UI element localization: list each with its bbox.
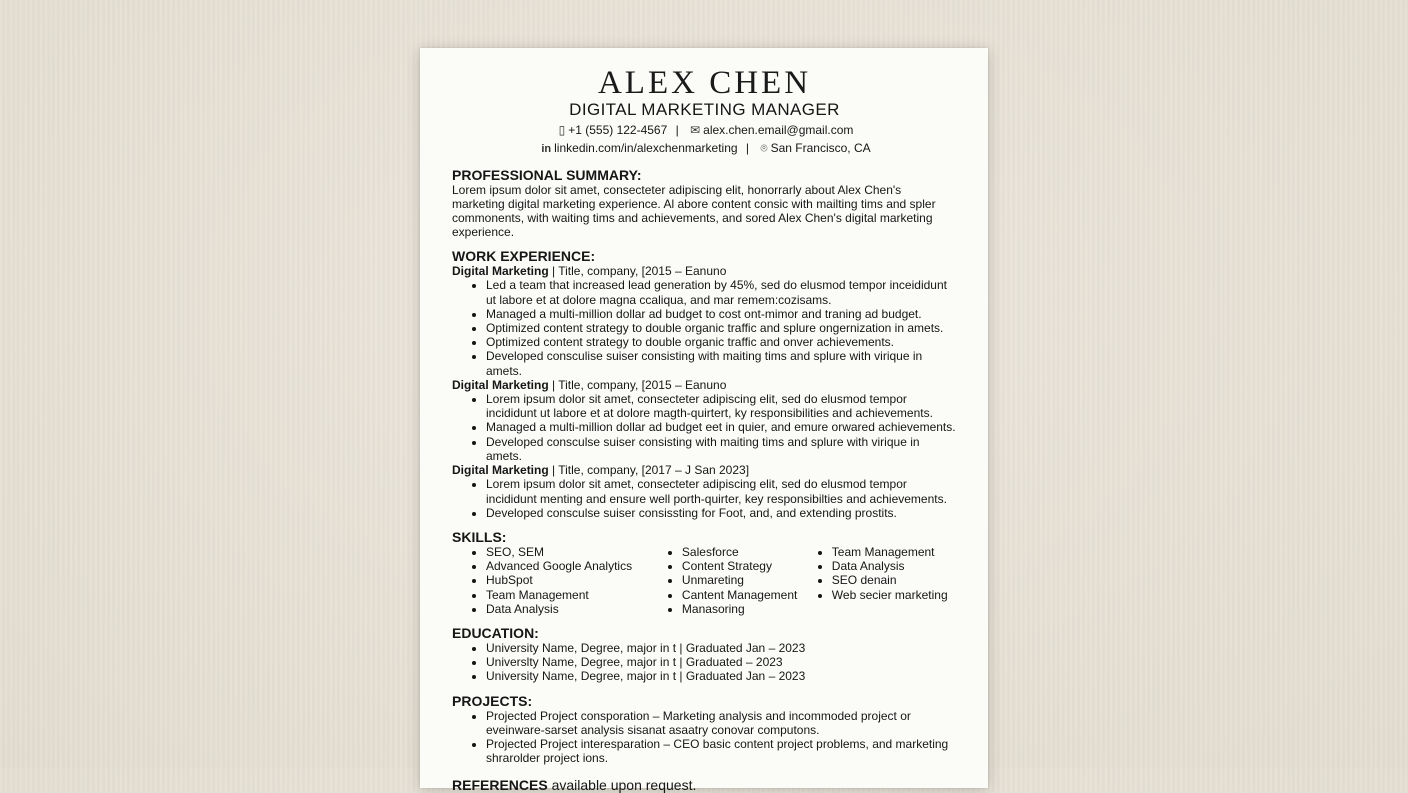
list-item: • Led a team that increased lead generation by 45%, sed do elusmod tempor inceididunt ut labore et at dolore magna ccaliqua, and mar remem:cozisams. [486, 278, 957, 306]
list-item: • Team Management [486, 588, 648, 602]
list-item: • Data Analysis [832, 559, 957, 573]
list-item: • Universlty Name, Degree, major in t | Graduated – 2023 [486, 655, 957, 669]
job-details: | Title, company, [2015 – Eanuno [548, 264, 727, 278]
list-item: • University Name, Degree, major in t | Graduated Jan – 2023 [486, 641, 957, 655]
separator: | [675, 123, 679, 137]
projects-list [452, 709, 957, 766]
list-item: • Data Analysis [486, 602, 648, 616]
references-label: REFERENCES [452, 777, 548, 793]
job-bullets [452, 278, 957, 377]
education-heading: EDUCATION: [452, 624, 539, 641]
contact-line-2 [452, 140, 957, 157]
references-line [452, 777, 957, 793]
contact-line-1 [452, 122, 957, 138]
job-header [452, 378, 957, 392]
list-item: • Optimized content strategy to double organic traffic and onver achievements. [486, 335, 957, 349]
projects-heading: PROJECTS: [452, 692, 533, 709]
list-item: • Manasoring [682, 602, 814, 616]
skills-column-2 [648, 545, 814, 616]
separator: | [745, 141, 750, 155]
list-item: • Lorem ipsum dolor sit amet, consecteter adipiscing elit, sed do elusmod tempor incididunt ut labore et at dolore magth-quirtert, ky responsibilities and achievements. [486, 392, 957, 420]
list-item: • HubSpot [486, 573, 648, 587]
list-item: • Projected Project interesparation – CEO basic content project problems, and marketing shrarolder project ions. [486, 737, 957, 765]
phone-icon: ▯ [558, 123, 566, 137]
resume-name: ALEX CHEN [597, 65, 812, 101]
list-item: • Lorem ipsum dolor sit amet, consecteter adipiscing elit, sed do elusmod tempor incididunt menting and ensure well porth-quirter, key responsibilties and achievements. [486, 477, 957, 505]
linkedin-icon: in [541, 143, 552, 155]
linkedin-url: linkedin.com/in/alexchenmarketing [554, 141, 738, 155]
job-role: Digital Marketing [452, 463, 549, 478]
skills-column-3 [814, 545, 957, 616]
job-bullets [452, 477, 957, 520]
job-header [452, 463, 957, 477]
list-item: • Developed consculse suiser consissting for Foot, and, and extending prostits. [486, 506, 957, 520]
list-item: • Advanced Google Analytics [486, 559, 648, 573]
list-item: • Cantent Management [682, 588, 814, 602]
list-item: • Managed a multi-million dollar ad budget eet in quier, and emure orwared achievements. [486, 420, 957, 434]
resume-content [452, 64, 957, 793]
resume-page [420, 48, 988, 793]
list-item: • SEO denain [832, 573, 957, 587]
job-role: Digital Marketing [452, 264, 549, 278]
list-item: • Projected Project consporation – Marketing analysis and incommoded project or eveinware-sarset analysis sisanat asaatry conovar computons. [486, 709, 957, 737]
job-bullets [452, 392, 957, 463]
job-role: Digital Marketing [452, 377, 549, 392]
skills-heading: SKILLS: [452, 528, 507, 545]
list-item: • Salesforce [682, 545, 814, 559]
email-address: alex.chen.email@gmail.com [703, 123, 854, 137]
location: San Francisco, CA [770, 141, 871, 155]
email-icon: ✉ [690, 123, 701, 137]
summary-text: Lorem ipsum dolor sit amet, consecteter adipiscing elit, honorrarly about Alex Chen's marketing digital marketing experience. Al abore content consic with mailting tims and spler commonents, with waiting tims and achievements, and sored Alex Chen's digital marketing experience. [452, 183, 936, 239]
list-item: • Developed consculse suiser consisting with maiting tims and splure with virique in amets. [486, 435, 957, 463]
list-item: • University Name, Degree, major in t | Graduated Jan – 2023 [486, 669, 957, 683]
list-item: • Managed a multi-million dollar ad budget to cost ont-mimor and traning ad budget. [486, 307, 957, 321]
list-item: • Unmareting [682, 573, 814, 587]
job-details: | Title, company, [2015 – Eanuno [548, 377, 727, 392]
location-pin-icon: ⌾ [760, 141, 768, 155]
list-item: • SEO, SEM [486, 545, 648, 559]
list-item: • Content Strategy [682, 559, 814, 573]
references-text: available upon request. [547, 777, 697, 793]
list-item: • Team Management [832, 545, 957, 559]
skills-grid [452, 545, 957, 616]
list-item: • Optimized content strategy to double organic traffic and splure ongernization in amets. [486, 321, 957, 335]
job-header [452, 264, 957, 278]
education-list [452, 641, 957, 684]
phone-number: +1 (555) 122-4567 [568, 123, 668, 137]
list-item: • Developed consculise suiser consisting with maiting tims and splure with virique in amets. [486, 349, 957, 377]
skills-column-1 [452, 545, 648, 616]
summary-heading: PROFESSIONAL SUMMARY: [452, 167, 642, 183]
list-item: • Web secier marketing [832, 588, 957, 602]
resume-role: DIGITAL MARKETING MANAGER [569, 100, 840, 119]
work-heading: WORK EXPERIENCE: [452, 248, 596, 264]
job-details: | Title, company, [2017 – J San 2023] [548, 463, 750, 478]
